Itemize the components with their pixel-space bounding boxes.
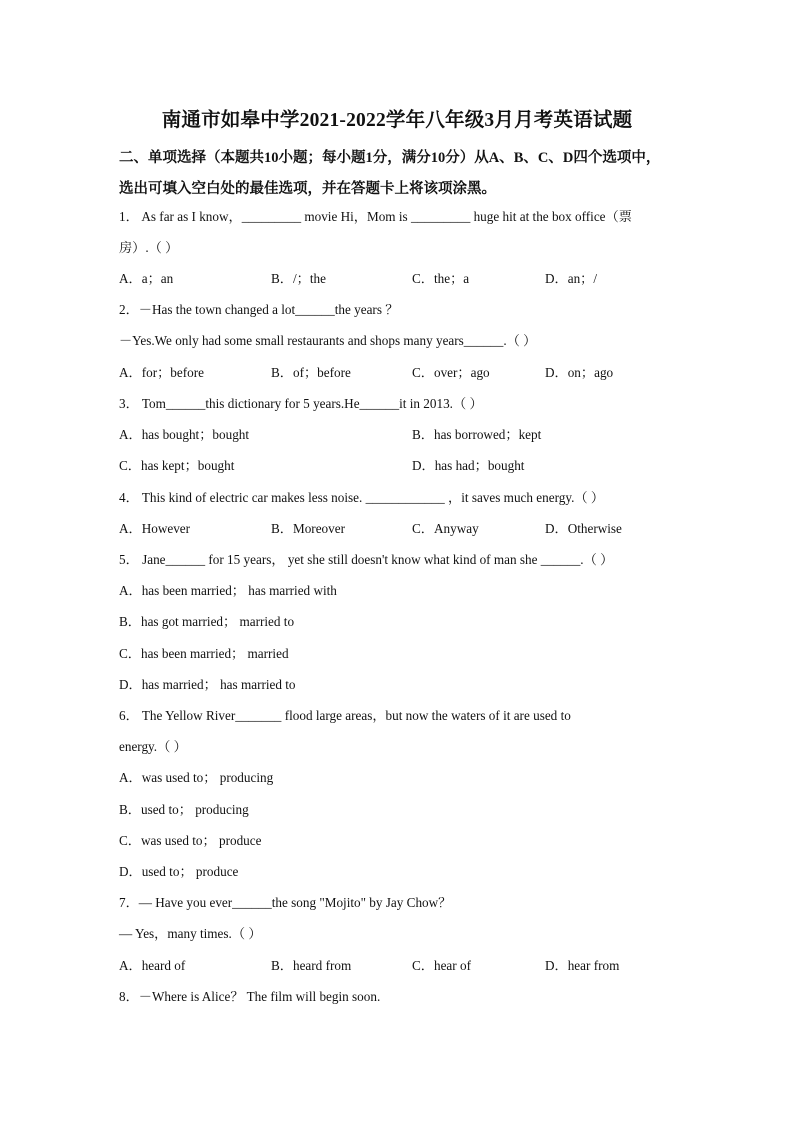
question-3-option-c[interactable]: C．has kept；bought (119, 458, 235, 473)
section-instructions-line-2: 选出可填入空白处的最佳选项，并在答题卡上将该项涂黑。 (119, 181, 496, 197)
question-4-option-b[interactable]: B．Moreover (271, 521, 345, 536)
question-6-stem-cont: energy.（ ） (119, 739, 187, 754)
question-1-option-a[interactable]: A．a；an (119, 271, 174, 286)
question-1-stem-cont: 房）.（ ） (119, 240, 179, 255)
question-7-option-d[interactable]: D．hear from (545, 958, 620, 973)
question-1-stem: 1． As far as I know，_________ movie Hi，Mom is _________ huge hit at the box office（票 (119, 209, 632, 224)
question-3-option-b[interactable]: B．has borrowed；kept (412, 427, 542, 442)
question-5-stem: 5． Jane______ for 15 years， yet she still doesn't know what kind of man she ______.（ ） (119, 552, 614, 567)
question-4-stem: 4． This kind of electric car makes less noise. ____________ ，it saves much energy.（ ） (119, 490, 605, 505)
question-5-option-b[interactable]: B．has got married； married to (119, 614, 295, 629)
question-2-option-a[interactable]: A．for；before (119, 365, 204, 380)
question-5-option-a[interactable]: A．has been married； has married with (119, 583, 337, 598)
question-2-stem: 2．－Has the town changed a lot______the years ？ (119, 302, 399, 317)
question-8-stem: 8．－Where is Alice？ The film will begin soon. (119, 989, 381, 1004)
question-3-stem: 3． Tom______this dictionary for 5 years.He______it in 2013.（ ） (119, 396, 483, 411)
question-7-option-a[interactable]: A．heard of (119, 958, 186, 973)
question-6-option-a[interactable]: A．was used to； producing (119, 770, 274, 785)
question-2-option-c[interactable]: C．over；ago (412, 365, 490, 380)
question-7-stem-cont: — Yes，many times.（ ） (119, 926, 262, 941)
question-6-option-c[interactable]: C．was used to； produce (119, 833, 262, 848)
question-7-option-c[interactable]: C．hear of (412, 958, 471, 973)
question-3-option-a[interactable]: A．has bought；bought (119, 427, 250, 442)
question-2-stem-cont: －Yes.We only had some small restaurants and shops many years______.（ ） (119, 333, 537, 348)
question-5-option-d[interactable]: D．has married； has married to (119, 677, 296, 692)
question-1-option-d[interactable]: D．an；/ (545, 271, 598, 286)
question-7-option-b[interactable]: B．heard from (271, 958, 352, 973)
question-1-option-c[interactable]: C．the；a (412, 271, 470, 286)
question-6-option-b[interactable]: B．used to； producing (119, 802, 249, 817)
question-5-option-c[interactable]: C．has been married； married (119, 646, 289, 661)
question-3-option-d[interactable]: D．has had；bought (412, 458, 525, 473)
question-4-option-d[interactable]: D．Otherwise (545, 521, 622, 536)
question-4-option-a[interactable]: A．However (119, 521, 191, 536)
question-7-stem: 7．— Have you ever______the song "Mojito" by Jay Chow？ (119, 895, 452, 910)
question-4-option-c[interactable]: C．Anyway (412, 521, 479, 536)
question-6-option-d[interactable]: D．used to； produce (119, 864, 239, 879)
question-1-option-b[interactable]: B．/；the (271, 271, 326, 286)
question-6-stem: 6． The Yellow River_______ flood large areas，but now the waters of it are used to (119, 708, 571, 723)
section-instructions-line-1: 二、单项选择（本题共10小题；每小题1分，满分10分）从A、B、C、D四个选项中， (119, 150, 661, 166)
question-2-option-d[interactable]: D．on；ago (545, 365, 614, 380)
question-2-option-b[interactable]: B．of；before (271, 365, 351, 380)
page-title: 南通市如皋中学2021-2022学年八年级3月月考英语试题 (161, 110, 633, 131)
